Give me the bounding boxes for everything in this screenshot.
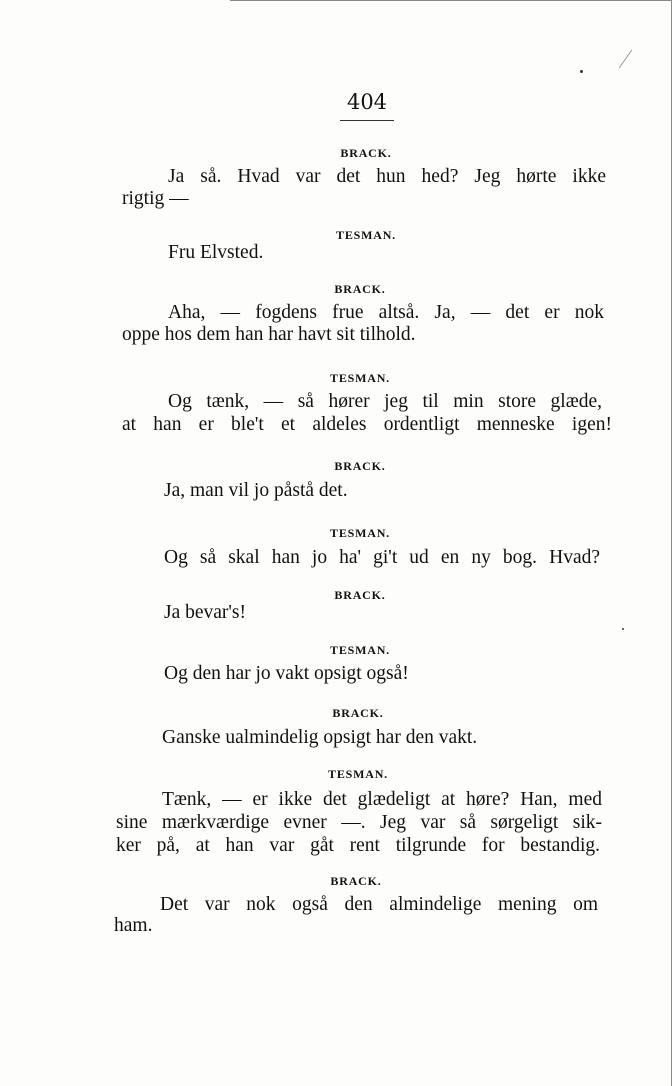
speaker-label: TESMAN.	[330, 526, 390, 540]
speaker-label: BRACK.	[334, 282, 386, 296]
dialogue-line: Ja så. Hvad var det hun hed? Jeg hørte ikke	[168, 166, 606, 187]
speaker-label: TESMAN.	[328, 767, 388, 781]
dialogue-line: ham.	[114, 915, 153, 936]
speaker-label: TESMAN.	[330, 643, 390, 657]
scan-mark	[619, 50, 632, 69]
dialogue-line: ker på, at han var gåt rent tilgrunde for bestandig.	[116, 835, 600, 856]
speaker-label: BRACK.	[334, 588, 386, 602]
speaker-label: TESMAN.	[336, 228, 396, 242]
dialogue-line: Det var nok også den almindelige mening om	[160, 894, 598, 915]
speaker-label: TESMAN.	[330, 371, 390, 385]
speaker-label: BRACK.	[334, 459, 386, 473]
page-number: 404	[346, 90, 388, 114]
speaker-label: BRACK.	[332, 706, 384, 720]
dialogue-line: at han er ble't et aldeles ordentligt menneske igen!	[122, 414, 612, 435]
dialogue-line: rigtig —	[122, 188, 189, 209]
dialogue-line: sine mærkværdige evner —. Jeg var så sørgeligt sik-	[116, 812, 602, 833]
speaker-label: BRACK.	[330, 874, 382, 888]
dialogue-line: Og den har jo vakt opsigt også!	[164, 663, 409, 684]
dialogue-line: oppe hos dem han har havt sit tilhold.	[122, 324, 416, 345]
dialogue-line: Ja, man vil jo påstå det.	[164, 480, 348, 501]
dialogue-line: Tænk, — er ikke det glædeligt at høre? Han, med	[162, 789, 602, 810]
dialogue-line: Og tænk, — så hører jeg til min store glæde,	[168, 391, 602, 412]
dialogue-line: Aha, — fogdens frue altså. Ja, — det er nok	[168, 302, 604, 323]
dialogue-line: Ganske ualmindelig opsigt har den vakt.	[162, 727, 478, 748]
scan-speck	[580, 70, 583, 73]
page-number-rule	[340, 120, 394, 121]
speaker-label: BRACK.	[340, 146, 392, 160]
dialogue-line: Ja bevar's!	[164, 602, 247, 623]
dialogue-line: Fru Elvsted.	[168, 242, 264, 263]
scan-speck	[622, 628, 624, 630]
scan-top-edge	[230, 0, 672, 1]
dialogue-line: Og så skal han jo ha' gi't ud en ny bog. Hvad?	[164, 547, 600, 568]
